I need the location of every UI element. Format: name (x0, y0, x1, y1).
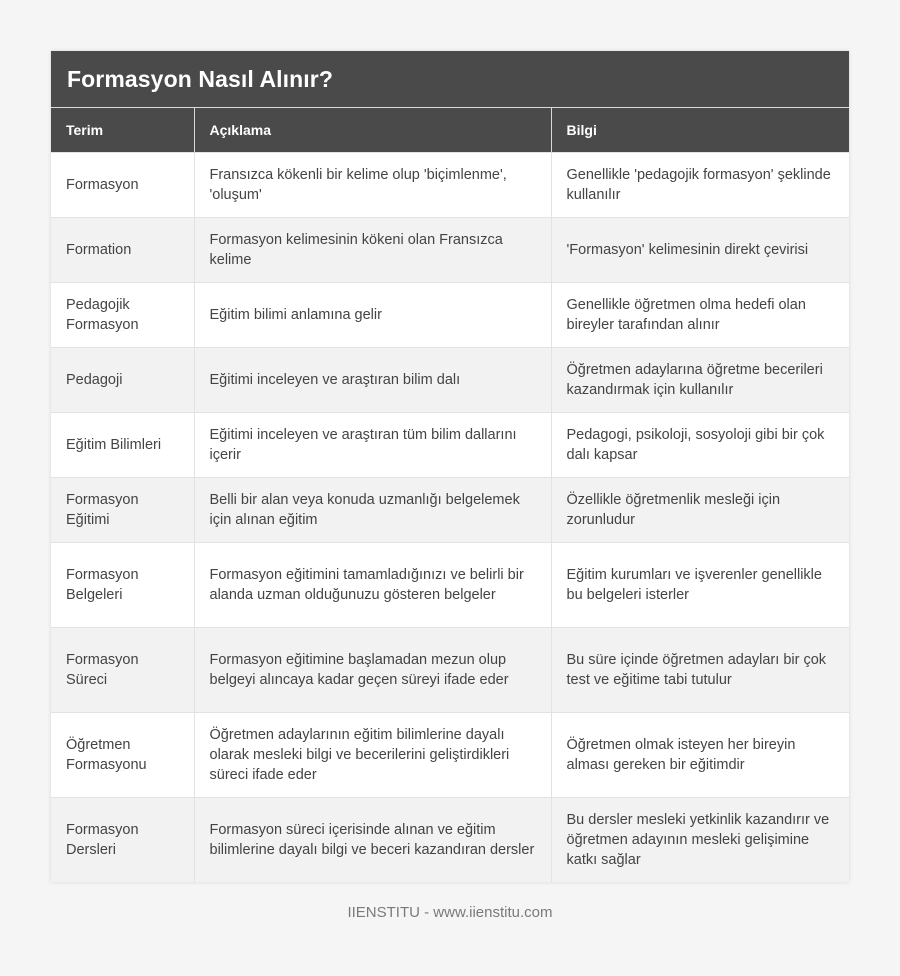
description-cell: Fransızca kökenli bir kelime olup 'biçimlenme', 'oluşum' (194, 152, 551, 217)
table-row (51, 152, 849, 217)
terms-table (51, 108, 849, 882)
header-row (51, 108, 849, 152)
info-cell: 'Formasyon' kelimesinin direkt çevirisi (551, 217, 849, 282)
term-cell: Formasyon Belgeleri (51, 542, 194, 627)
info-cell: Öğretmen adaylarına öğretme becerileri kazandırmak için kullanılır (551, 347, 849, 412)
column-header-description: Açıklama (194, 108, 551, 152)
term-cell: Pedagoji (51, 347, 194, 412)
description-cell: Öğretmen adaylarının eğitim bilimlerine dayalı olarak mesleki bilgi ve becerilerini geliştirdikleri süreci ifade eder (194, 712, 551, 797)
description-cell: Eğitim bilimi anlamına gelir (194, 282, 551, 347)
term-cell: Formasyon Dersleri (51, 797, 194, 882)
info-cell: Eğitim kurumları ve işverenler genellikle bu belgeleri isterler (551, 542, 849, 627)
description-cell: Eğitimi inceleyen ve araştıran bilim dalı (194, 347, 551, 412)
description-cell: Belli bir alan veya konuda uzmanlığı belgelemek için alınan eğitim (194, 477, 551, 542)
description-cell: Formasyon eğitimine başlamadan mezun olup belgeyi alıncaya kadar geçen süreyi ifade eder (194, 627, 551, 712)
table-row (51, 477, 849, 542)
column-header-info: Bilgi (551, 108, 849, 152)
description-cell: Formasyon eğitimini tamamladığınızı ve belirli bir alanda uzman olduğunuzu gösteren belgeler (194, 542, 551, 627)
table-row (51, 217, 849, 282)
info-cell: Genellikle öğretmen olma hedefi olan bireyler tarafından alınır (551, 282, 849, 347)
table-row (51, 627, 849, 712)
term-cell: Formasyon Eğitimi (51, 477, 194, 542)
table-body (51, 152, 849, 882)
table-row (51, 412, 849, 477)
description-cell: Formasyon kelimesinin kökeni olan Fransızca kelime (194, 217, 551, 282)
info-cell: Genellikle 'pedagojik formasyon' şeklinde kullanılır (551, 152, 849, 217)
term-cell: Eğitim Bilimleri (51, 412, 194, 477)
info-cell: Bu dersler mesleki yetkinlik kazandırır ve öğretmen adayının mesleki gelişimine katkı sağlar (551, 797, 849, 882)
term-cell: Pedagojik Formasyon (51, 282, 194, 347)
info-cell: Özellikle öğretmenlik mesleği için zorunludur (551, 477, 849, 542)
table-row (51, 797, 849, 882)
table-row (51, 347, 849, 412)
table-row (51, 712, 849, 797)
table-card (51, 51, 849, 882)
column-header-term: Terim (51, 108, 194, 152)
info-cell: Öğretmen olmak isteyen her bireyin alması gereken bir eğitimdir (551, 712, 849, 797)
table-row (51, 282, 849, 347)
term-cell: Formasyon Süreci (51, 627, 194, 712)
term-cell: Öğretmen Formasyonu (51, 712, 194, 797)
table-row (51, 542, 849, 627)
info-cell: Pedagogi, psikoloji, sosyoloji gibi bir çok dalı kapsar (551, 412, 849, 477)
footer-credit: IIENSTITU - www.iienstitu.com (347, 904, 553, 921)
term-cell: Formasyon (51, 152, 194, 217)
term-cell: Formation (51, 217, 194, 282)
page-title: Formasyon Nasıl Alınır? (67, 65, 334, 92)
description-cell: Eğitimi inceleyen ve araştıran tüm bilim dallarını içerir (194, 412, 551, 477)
table-header (51, 108, 849, 152)
description-cell: Formasyon süreci içerisinde alınan ve eğitim bilimlerine dayalı bilgi ve beceri kazandıran dersler (194, 797, 551, 882)
info-cell: Bu süre içinde öğretmen adayları bir çok test ve eğitime tabi tutulur (551, 627, 849, 712)
title-bar (51, 51, 849, 108)
